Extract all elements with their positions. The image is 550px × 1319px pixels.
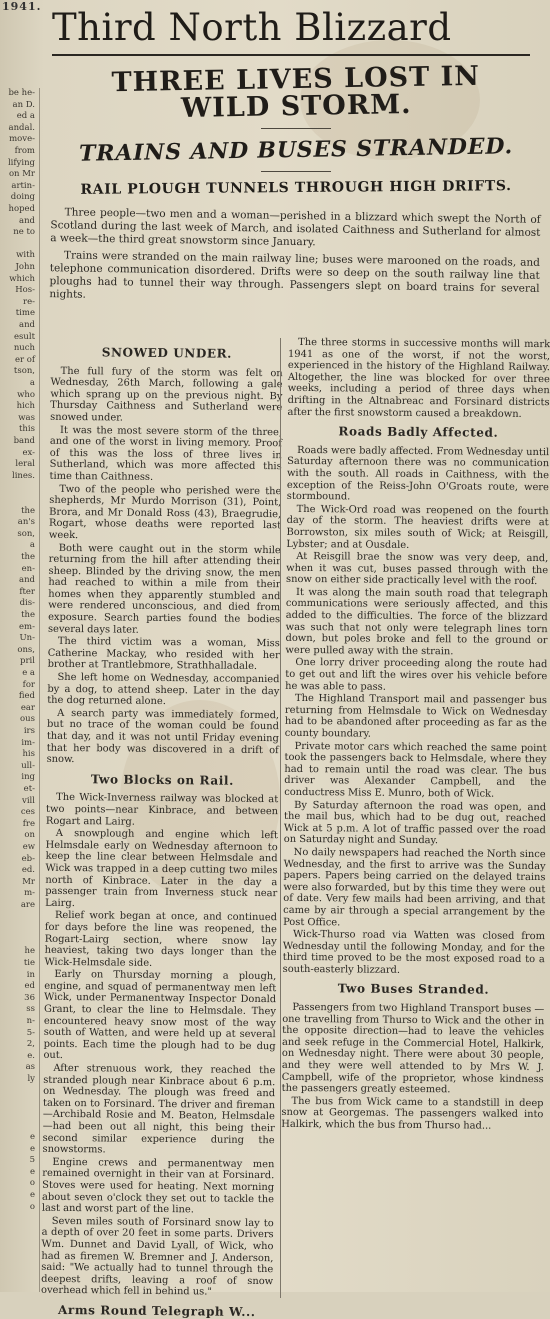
body-paragraph: Roads were badly affected. From Wednesday until Saturday afternoon there was no communication with the south. All roads in Caithness, with the exception of the Reiss-John O'Groats route, were stormbound. — [286, 444, 550, 503]
body-paragraph: The three storms in successive months will mark 1941 as one of the worst, if not the worst, experienced in the history of the Highland Railway. Altogether, the line was blocked for over three weeks, including a period of three days when drifting in the Altnabreac and Forsinard districts after the first snowstorm caused a breakdown. — [287, 336, 550, 420]
fragment-text: ing — [21, 772, 35, 783]
body-paragraph: At Reisgill brae the snow was very deep, and, when it was cut, buses passed through with the snow on either side practically level with the roof. — [286, 551, 549, 588]
body-paragraph: Engine crews and permanentway men remained overnight in their van at Forsinard. Stoves were used for heating. Next morning about seven o'clock they set out to tackle the last and worst part of the line. — [41, 1156, 275, 1216]
subheadline: TRAINS AND BUSES STRANDED. — [78, 133, 514, 167]
fragment-text: in — [26, 969, 35, 980]
fragment-text: with — [16, 250, 35, 261]
fragment-text: 36 — [24, 992, 35, 1003]
fragment-text: 2, — [26, 1039, 35, 1050]
body-paragraph: The third victim was a woman, Miss Catherine Mackay, who resided with her brother at Trantlebmore, Strathhalladale. — [47, 636, 280, 673]
body-paragraph: A snowplough and engine which left Helmsdale early on Wednesday afternoon to keep the line clear between Helmsdale and Wick was trapped in a deep cutting two miles north of Kinbrace. Later in the day a passenger train from Inverness stuck near Lairg. — [45, 828, 278, 909]
fragment-text: hoped — [8, 204, 35, 214]
headline — [42, 62, 550, 125]
fragment-text: as — [25, 1062, 35, 1073]
body-paragraph: Two of the people who perished were the shepherds, Mr Murdo Morrison (31), Point, Brora, and Mr Donald Ross (43), Braegrudie, Rogart, whose deaths were reported last week. — [48, 483, 282, 542]
fragment-text: move- — [9, 134, 35, 145]
body-paragraph: Seven miles south of Forsinard snow lay to a depth of over 20 feet in some parts. Drivers Wm. Dunnet and David Lyall, of Wick, who had as firemen W. Bremner and J. Anderson, said: "We actually had to tunnel through the deepest drifts, leaving a roof of snow overhead which fell in behind us." — [40, 1215, 274, 1298]
fragment-text: Hos- — [15, 285, 35, 296]
fragment-text: irs — [23, 726, 35, 736]
intro-paragraph: Trains were stranded on the main railway line; buses were marooned on the roads, and telephone communication disordered. Drifts were so deep on the south railway line that ploughs had to tunnel their way through. Passengers slept on board trains for several nights. — [49, 249, 541, 301]
fragment-text: et- — [23, 784, 35, 794]
fragment-text: band — [13, 436, 35, 446]
article — [40, 6, 550, 1319]
fragment-text: e — [29, 1166, 35, 1177]
fragment-text: and — [19, 320, 35, 330]
fragment-text: o — [29, 1178, 35, 1189]
fragment-text: esult — [13, 331, 35, 342]
body-paragraph: One lorry driver proceeding along the route had to get out and lift the wires over his vehicle before he was able to pass. — [285, 657, 548, 693]
fragment-text: Un- — [19, 633, 35, 644]
masthead: Third North Blizzard — [52, 6, 452, 49]
body-paragraph: The Highland Transport mail and passenger bus returning from Helmsdale to Wick on Wednesday had to be abandoned after proceeding as far as the county boundary. — [284, 693, 548, 740]
section-heading: Two Buses Stranded. — [337, 981, 490, 998]
body-paragraph: The full fury of the storm was felt on Wednesday, 26th March, following a gale which sprang up on the previous night. By Thursday Caithness and Sutherland were snowed under. — [50, 365, 283, 424]
fragment-text: e. — [27, 1050, 35, 1061]
fragment-text: hich — [16, 401, 35, 412]
fragment-text: e a — [22, 668, 35, 678]
fragment-text: are — [20, 900, 35, 910]
fragment-text: be he- — [8, 88, 35, 98]
fragment-text: ed. — [21, 865, 35, 876]
column-left — [40, 337, 283, 1319]
body-paragraph: It was along the main south road that telegraph communications were seriously affected, and this added to the difficulties. The force of the blizzard was such that not only were telegraph lines torn down, but poles broke and fell to the ground or were pulled away with the strain. — [285, 586, 549, 658]
headline-line: THREE LIVES LOST IN — [111, 60, 481, 99]
divider — [261, 128, 331, 129]
column-right — [280, 337, 550, 1299]
fragment-text: er of — [14, 354, 35, 365]
fragment-text: lines. — [11, 470, 35, 481]
body-paragraph: Relief work began at once, and continued for days before the line was reopened, the Rogart-Lairg section, where snow lay heaviest, taking two days longer than the Wick-Helmsdale side. — [44, 910, 278, 969]
body-paragraph: Both were caught out in the storm while returning from the hill after attending their sheep. Blinded by the driving snow, the men had reached to within a mile from their homes when they apparently stumbled and were rendered unconscious, and died from exposure. Search parties found the bodies several days later. — [47, 542, 281, 636]
fragment-text: 5- — [26, 1027, 35, 1038]
fragment-text: en- — [21, 563, 35, 574]
fragment-text: m- — [24, 888, 35, 899]
fragment-text: Mr — [22, 876, 35, 887]
fragment-text: pril — [20, 656, 35, 667]
fragment-text: artin- — [11, 180, 35, 191]
fragment-text: lifying — [7, 157, 35, 168]
divider — [261, 171, 331, 172]
fragment-text: dis- — [19, 598, 35, 609]
fragment-text: ons, — [17, 644, 35, 655]
fragment-text: ear — [20, 702, 35, 713]
body-paragraph: Early on Thursday morning a plough, engine, and squad of permanentway men left Wick, under Permanentway Inspector Donald Grant, to clear the line to Helmsdale. They encountered heavy snow most of the way south of Watten, and were held up at several points. Each time the plough had to be dug out. — [43, 969, 277, 1062]
fragment-text: he — [24, 946, 35, 957]
fragment-text: ly — [27, 1074, 35, 1084]
masthead-rule — [52, 54, 530, 56]
body-paragraph: It was the most severe storm of the three, and one of the worst in living memory. Proof of this was the loss of three lives in Sutherland, which was more affected this time than Caithness. — [49, 424, 283, 483]
fragment-text: time — [15, 308, 35, 319]
fragment-text: his — [22, 749, 35, 760]
fragment-text: o — [29, 1201, 35, 1212]
body-paragraph: The bus from Wick came to a standstill in deep snow at Georgemas. The passengers walked into Halkirk, which the bus from Thurso had... — [281, 1095, 544, 1132]
fragment-text: e — [29, 1190, 35, 1200]
fragment-text: ces — [20, 807, 35, 818]
fragment-text: nuch — [13, 343, 35, 354]
section-heading: Two Blocks on Rail. — [90, 772, 234, 788]
body-paragraph: The Wick-Inverness railway was blocked at two points—near Kinbrace, and between Rogart and Lairg. — [45, 792, 279, 828]
fragment-text: which — [9, 273, 35, 284]
fragment-text: eb- — [21, 853, 35, 864]
fragment-text: em- — [19, 621, 35, 632]
body-paragraph: Private motor cars which reached the same point took the passengers back to Helmsdale, where they had to remain until the road was clear. The bus driver was Alexander Campbell, and the conductress Miss E. Munro, both of Wick. — [284, 740, 547, 800]
fragment-text: fied — [18, 691, 35, 702]
fragment-text: the — [21, 505, 35, 516]
fragment-text: for — [22, 679, 35, 690]
fragment-text: doing — [10, 192, 35, 203]
fragment-text: tson, — [13, 366, 35, 377]
body-paragraph: No daily newspapers had reached the North since Wednesday, and the first to arrive was the Sunday papers. Papers being carried on the delayed trains were also forwarded, but by this time they were out of date. Very few mails had been arriving, and that came by air through a special arrangement by the Post Office. — [283, 846, 546, 928]
body-paragraph: Passengers from two Highland Transport buses — one travelling from Thurso to Wick and the other in the opposite direction—had to leave the vehicles and seek refuge in the Commercial Hotel, Halkirk, on Wednesday night. There were about 30 people, and they were well attended to by Mrs W. J. Campbell, wife of the proprietor, whose kindness the passengers greatly esteemed. — [281, 1001, 545, 1096]
fragment-text: n- — [26, 1016, 35, 1026]
intro — [49, 206, 540, 309]
body-paragraph: The Wick-Ord road was reopened on the fourth day of the storm. The heaviest drifts were at Borrowston, six miles south of Wick; at Reisgill, Lybster; and at Ousdale. — [286, 503, 549, 551]
fragment-text: ne to — [13, 227, 35, 238]
fragment-text: leral — [15, 459, 35, 470]
body-paragraph: By Saturday afternoon the road was open, and the mail bus, which had to be dug out, reached Wick at 5 p.m. A lot of traffic passed over the road on Saturday night and Sunday. — [283, 799, 547, 847]
body-columns — [40, 336, 550, 1319]
fragment-text: the — [21, 610, 35, 620]
fragment-text: re- — [23, 296, 35, 307]
fragment-text: ss — [26, 1004, 35, 1015]
body-paragraph: Wick-Thurso road via Watten was closed from Wednesday until the following Monday, and for the third time proved to be the most exposed road to a south-easterly blizzard. — [282, 929, 546, 976]
body-paragraph: She left home on Wednesday, accompanied by a dog, to attend sheep. Later in the day the dog returned alone. — [47, 671, 280, 708]
fragment-text: fre — [22, 818, 35, 829]
fragment-text: an D. — [12, 99, 35, 110]
fragment-text: e — [29, 1132, 35, 1142]
fragment-text: son, — [17, 528, 35, 539]
fragment-text: fter — [19, 586, 35, 597]
fragment-text: ed a — [16, 111, 35, 122]
adjacent-column-fragment — [0, 88, 40, 1292]
year-tag: 1941. — [2, 0, 42, 13]
fragment-text: on Mr — [8, 169, 35, 180]
fragment-text: tie — [23, 958, 35, 968]
section-heading: SNOWED UNDER. — [101, 345, 233, 361]
fragment-text: ull- — [21, 760, 35, 771]
fragment-text: vill — [22, 795, 35, 806]
fragment-text: on — [24, 830, 35, 841]
deck: RAIL PLOUGH TUNNELS THROUGH HIGH DRIFTS. — [80, 178, 512, 198]
fragment-text: who — [17, 389, 35, 400]
section-heading: Arms Round Telegraph W... — [57, 1302, 256, 1319]
fragment-text: John — [15, 262, 35, 272]
fragment-text: ous — [20, 714, 35, 725]
fragment-text: e — [29, 1143, 35, 1154]
fragment-text: was — [18, 412, 35, 423]
section-heading: Roads Badly Affected. — [338, 424, 499, 440]
intro-paragraph: Three people—two men and a woman—perished in a blizzard which swept the North of Scotland during the last week of March, and isolated Caithness and Sutherland for almost a week—the third great snowstorm since January. — [50, 206, 541, 249]
fragment-text: and — [19, 575, 35, 586]
headline-line: WILD STORM. — [180, 88, 412, 125]
fragment-text: ex- — [22, 447, 35, 458]
fragment-text: and — [19, 215, 35, 226]
fragment-text: ed — [24, 981, 35, 992]
fragment-text: from — [14, 146, 35, 156]
fragment-text: 5 — [29, 1155, 35, 1166]
fragment-text: an's — [17, 517, 35, 528]
body-paragraph: A search party was immediately formed, but no trace of the woman could be found that day, and it was not until Friday evening that her body was discovered in a drift of snow. — [46, 707, 280, 766]
fragment-text: im- — [21, 737, 35, 748]
fragment-text: the — [21, 552, 35, 562]
fragment-text: andal. — [8, 122, 35, 133]
fragment-text: a — [29, 378, 35, 388]
fragment-text: ew — [22, 842, 35, 852]
body-paragraph: After strenuous work, they reached the stranded plough near Kinbrace about 6 p.m. on Wednesday. The plough was freed and taken on to Forsinard. The driver and fireman—Archibald Rosie and M. Beaton, Helmsdale—had been out all night, this being their second similar experience during the snowstorms. — [42, 1062, 276, 1156]
fragment-text: a — [29, 540, 35, 551]
fragment-text: this — [19, 424, 35, 435]
